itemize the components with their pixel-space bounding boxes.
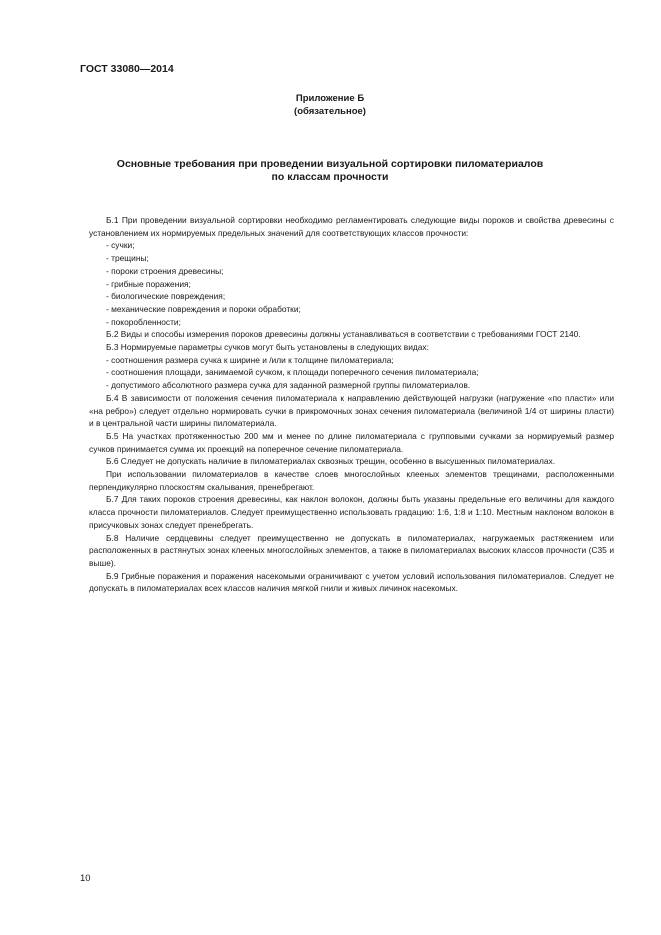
- standard-header: ГОСТ 33080—2014: [80, 63, 174, 75]
- section-title-line1: Основные требования при проведении визуальной сортировки пиломатериалов: [116, 158, 544, 170]
- page-number: 10: [80, 873, 91, 884]
- annex-status: (обязательное): [294, 105, 366, 117]
- paragraph-b6: Б.6 Следует не допускать наличие в пиломатериалах сквозных трещин, особенно в высушенных пиломатериалах.: [106, 456, 556, 467]
- annex-title: Приложение Б: [295, 93, 365, 104]
- list-item: - механические повреждения и пороки обработки;: [106, 303, 301, 314]
- paragraph-b1: Б.1 При проведении визуальной сортировки необходимо регламентировать следующие виды пороков и свойства древесины с установлением их нормируемых предельных значений для соответствующих классов прочности:: [89, 215, 614, 238]
- paragraph-b6-extra: При использовании пиломатериалов в качестве слоев многослойных клееных элементов трещинами, расположенными перпендикулярно плоскостям скалывания, пренебрегают.: [89, 469, 614, 492]
- paragraph-b4: Б.4 В зависимости от положения сечения пиломатериала к направлению действующей нагрузки (нагружение «по пласти» или «на ребро») следует отдельно нормировать сучки в прикромочных зонах сечения пиломатериала (величиной 1/4 от ширины пласти) и в центральной части ширины пиломатериала.: [89, 392, 614, 429]
- paragraph-b9: Б.9 Грибные поражения и поражения насекомыми ограничивают с учетом условий использования пиломатериалов. Следует не допускать в пиломатериалах всех классов наличия мягкой гнили и живых личинок насекомых.: [89, 570, 614, 594]
- paragraph-b7: Б.7 Для таких пороков строения древесины, как наклон волокон, должны быть указаны предельные его величины для каждого класса прочности пиломатериалов. Следует преимущественно использовать градацию: 1:6, 1:8 и 1:10. Местным наклоном волокон в присучковых зонах следует пренебрегать.: [89, 494, 614, 530]
- section-title: [80, 158, 580, 184]
- list-item: - биологические повреждения;: [106, 291, 226, 302]
- paragraph-b5: Б.5 На участках протяженностью 200 мм и менее по длине пиломатериала с групповыми сучками за нормируемый размер сучков принимается сумма их проекций на поперечное сечение пиломатериала.: [89, 430, 614, 454]
- list-item: - пороки строения древесины;: [106, 265, 224, 276]
- list-item: - грибные поражения;: [106, 278, 191, 289]
- list-item: - покоробленности;: [106, 316, 181, 327]
- paragraph-b3: Б.3 Нормируемые параметры сучков могут быть установлены в следующих видах:: [106, 342, 429, 353]
- document-body: [89, 214, 614, 595]
- list-item: - сучки;: [106, 240, 135, 251]
- list-item: - соотношения площади, занимаемой сучком, к площади поперечного сечения пиломатериала;: [106, 367, 479, 378]
- section-title-line2: по классам прочности: [271, 171, 389, 183]
- annex-heading: [80, 93, 580, 118]
- paragraph-b2: Б.2 Виды и способы измерения пороков древесины должны устанавливаться в соответствии с требованиями ГОСТ 2140.: [106, 329, 581, 340]
- list-item: - трещины;: [106, 253, 149, 264]
- list-item: - допустимого абсолютного размера сучка для заданной размерной группы пиломатериалов.: [106, 380, 471, 391]
- paragraph-b8: Б.8 Наличие сердцевины следует преимущественно не допускать в пиломатериалах, нагружаемых растяжением или расположенных в растянутых зонах клееных многослойных элементов, а также в пиломатериалах высоких классов прочности (С35 и выше).: [89, 532, 614, 568]
- list-item: - соотношения размера сучка к ширине и /или к толщине пиломатериала;: [106, 354, 394, 365]
